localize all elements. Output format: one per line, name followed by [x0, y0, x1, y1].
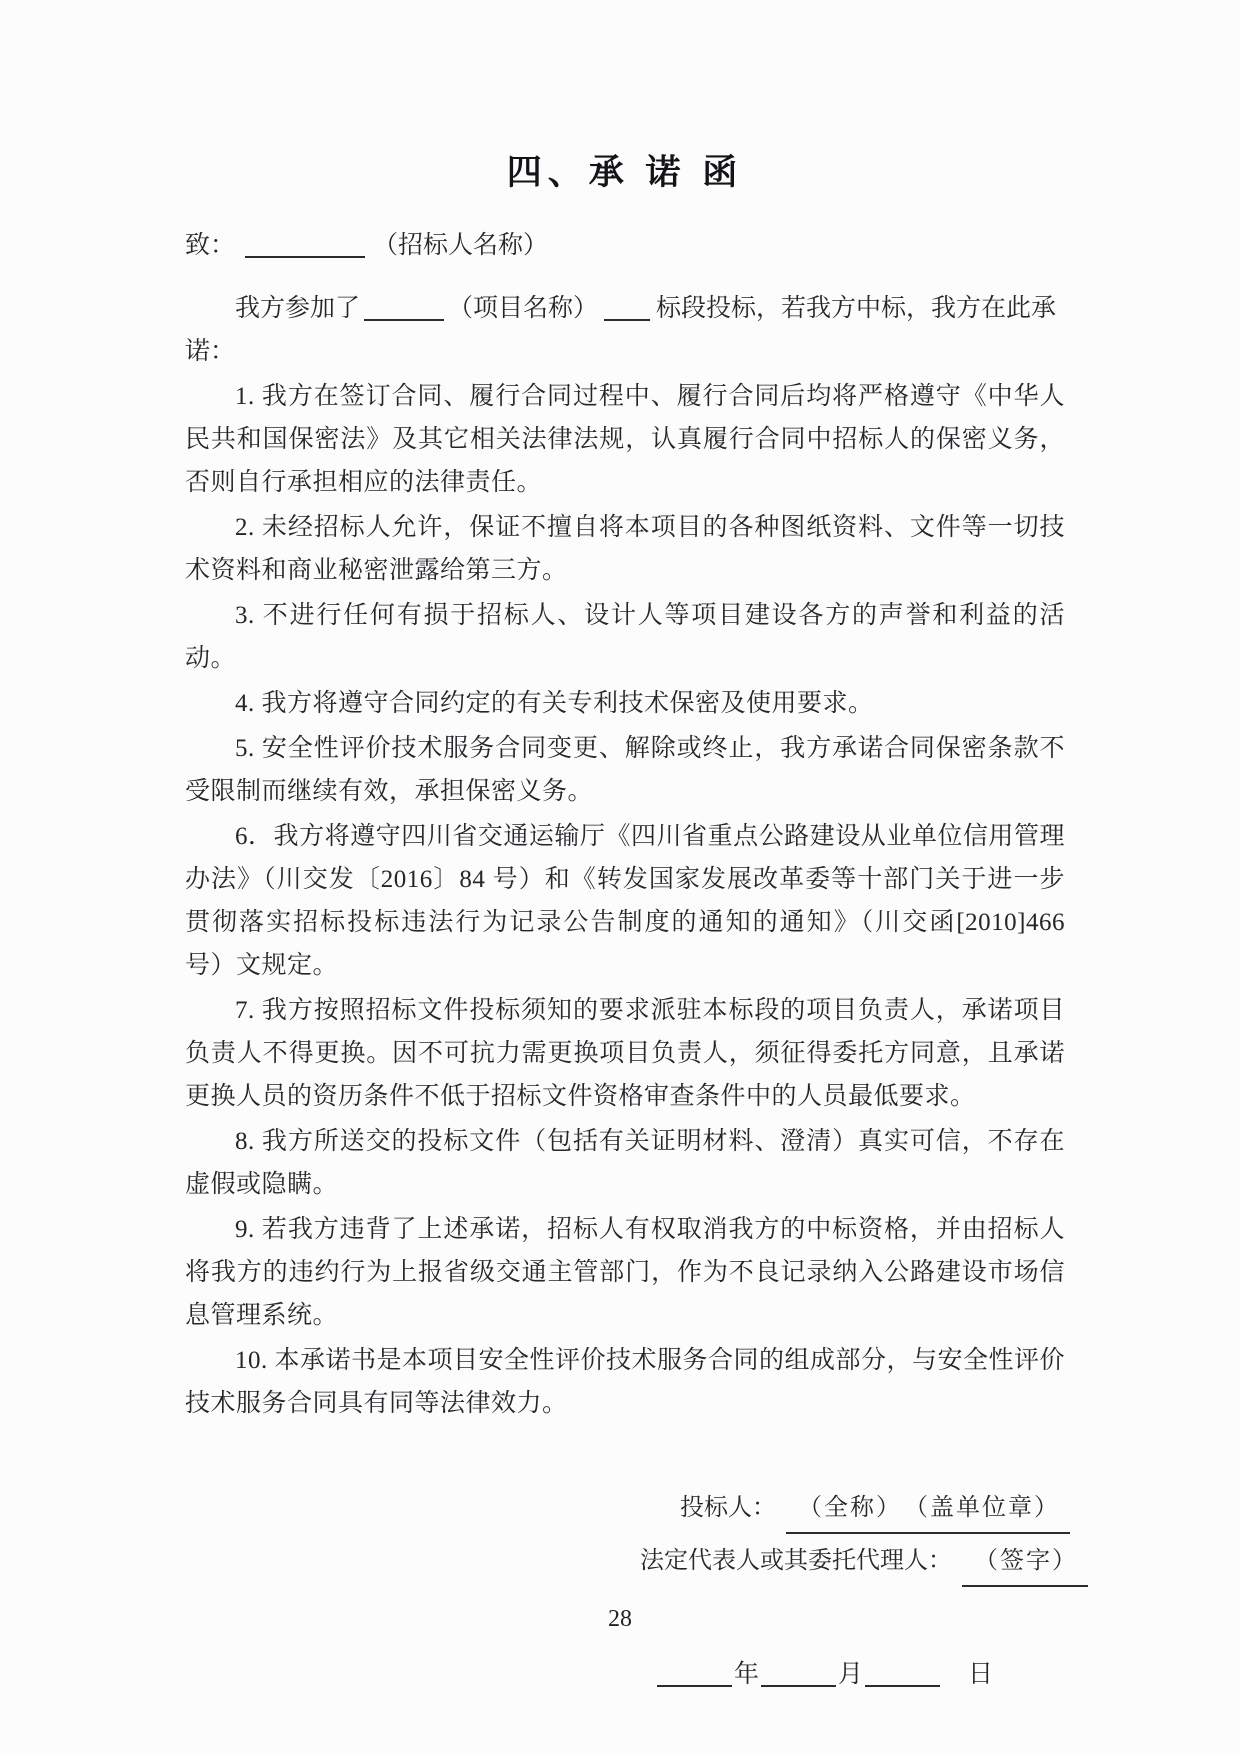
signature-block	[185, 1487, 1078, 1696]
bidder-signature-line	[680, 1487, 1065, 1534]
commitment-item: 5. 安全性评价技术服务合同变更、解除或终止，我方承诺合同保密条款不受限制而继续有效，承担保密义务。	[185, 735, 1065, 805]
intro-line	[185, 287, 1065, 373]
representative-fill-underline: （签字）	[962, 1540, 1088, 1587]
page-title: 四、承 诺 函	[506, 153, 744, 192]
salutation-label: 致：	[185, 232, 236, 259]
page-number: 28	[608, 1606, 632, 1632]
month-blank	[761, 1661, 836, 1687]
date-line	[655, 1653, 1065, 1696]
day-blank	[865, 1661, 940, 1687]
commitment-item: 8. 我方所送交的投标文件（包括有关证明材料、澄清）真实可信，不存在虚假或隐瞒。	[185, 1128, 1065, 1198]
intro-text-3: 标段投标，若我方中标，我方在此承诺：	[185, 295, 1057, 365]
year-blank	[657, 1661, 732, 1687]
representative-label: 法定代表人或其委托代理人：	[640, 1548, 952, 1574]
commitment-item: 2. 未经招标人允许，保证不擅自将本项目的各种图纸资料、文件等一切技术资料和商业秘密泄露给第三方。	[185, 514, 1065, 584]
intro-text-1: 我方参加了	[235, 295, 361, 322]
bidder-fill-underline: （全称） （盖单位章）	[786, 1487, 1070, 1534]
commitment-item: 4. 我方将遵守合同约定的有关专利技术保密及使用要求。	[235, 690, 874, 717]
tenderee-name-blank	[245, 232, 365, 258]
commitment-item: 1. 我方在签订合同、履行合同过程中、履行合同后均将严格遵守《中华人民共和国保密法》及其它相关法律法规，认真履行合同中招标人的保密义务，否则自行承担相应的法律责任。	[185, 383, 1065, 496]
section-blank	[604, 295, 650, 321]
commitment-item: 10. 本承诺书是本项目安全性评价技术服务合同的组成部分，与安全性评价技术服务合同具有同等法律效力。	[185, 1347, 1066, 1417]
year-label: 年	[734, 1661, 760, 1688]
project-name-blank	[364, 295, 444, 321]
salutation-line	[185, 224, 1065, 267]
bidder-label: 投标人：	[680, 1495, 776, 1521]
commitment-item: 6．我方将遵守四川省交通运输厅《四川省重点公路建设从业单位信用管理办法》（川交发〔2016〕84 号）和《转发国家发展改革委等十部门关于进一步贯彻落实招标投标违法行为记录公告制度的通知的通知》（川交函[2010]466 号）文规定。	[185, 823, 1065, 979]
month-label: 月	[838, 1661, 864, 1688]
salutation-hint: （招标人名称）	[373, 232, 549, 259]
commitment-item: 7. 我方按照招标文件投标须知的要求派驻本标段的项目负责人，承诺项目负责人不得更换。因不可抗力需更换项目负责人，须征得委托方同意，且承诺更换人员的资历条件不低于招标文件资格审查条件中的人员最低要求。	[185, 997, 1065, 1110]
intro-text-2: （项目名称）	[448, 295, 599, 322]
representative-signature-line	[640, 1540, 1078, 1587]
commitment-item: 9. 若我方违背了上述承诺，招标人有权取消我方的中标资格，并由招标人将我方的违约行为上报省级交通主管部门，作为不良记录纳入公路建设市场信息管理系统。	[185, 1216, 1065, 1329]
day-label: 日	[968, 1661, 994, 1688]
commitment-item: 3. 不进行任何有损于招标人、设计人等项目建设各方的声誉和利益的活动。	[185, 602, 1065, 672]
